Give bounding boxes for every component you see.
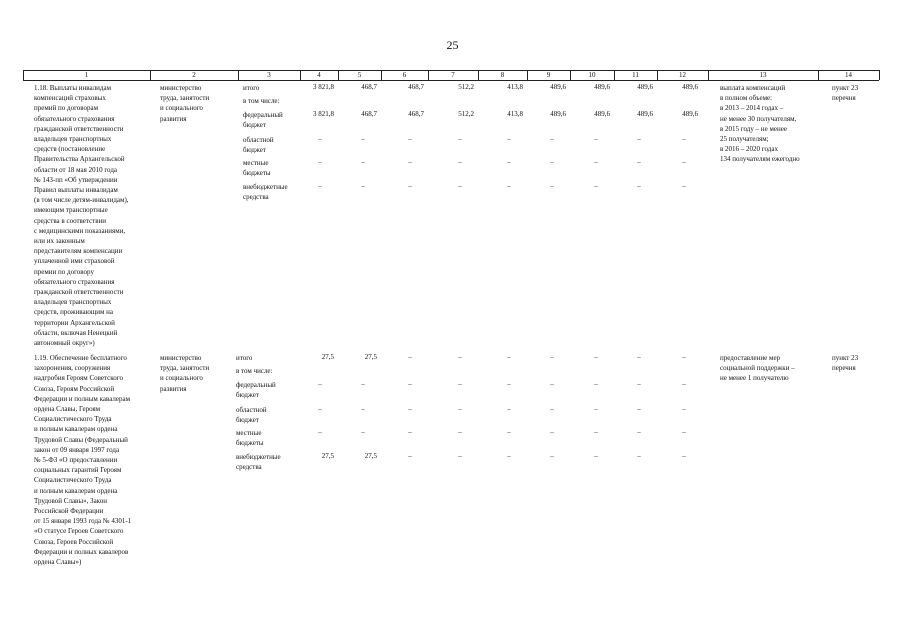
value-cell: 3 821,8 <box>313 110 334 118</box>
value-cell: – <box>637 182 641 190</box>
value-cell: – <box>637 405 641 413</box>
source-label: местные бюджеты <box>243 159 271 178</box>
row-1-description: 1.18. Выплаты инвалидам компенсаций страховых премий по договорам обязательного страхования гражданской ответственности владельцев транспортных средств (постановление Правительства Архангельской области от 18 мая 2010 года № 143-пп «Об утверждении Правил выплаты инвалидам (в том числе детям-инвалидам), имеющим транспортные средства в соответствии с медицинскими показаниями, или их законным представителям компенсации уплаченной ими страховой премии по договору обязательного страхования гражданской ответственности владельцев транспортных средств, проживающим на территории Архангельской области, включая Ненецкий автономный округ») <box>34 84 129 348</box>
value-cell: – <box>408 182 412 190</box>
value-cell: 489,6 <box>550 83 566 91</box>
value-cell: – <box>507 405 511 413</box>
value-cell: – <box>507 182 511 190</box>
column-header-4: 4 <box>317 71 321 79</box>
source-label: итого <box>236 354 253 362</box>
value-cell: – <box>637 158 641 166</box>
value-cell: 512,2 <box>458 110 474 118</box>
value-cell: – <box>458 182 462 190</box>
value-cell: – <box>318 135 322 143</box>
value-cell: – <box>458 405 462 413</box>
column-header-10: 10 <box>588 71 596 79</box>
row-1-result: выплата компенсаций в полном объеме: в 2013 – 2014 годах – не менее 30 получателям, в 2015 году – не менее 25 получателям; в 2016 – 2020 годах 134 получателям ежегодно <box>720 84 800 164</box>
value-cell: 468,7 <box>408 83 424 91</box>
column-header-8: 8 <box>500 71 505 79</box>
source-label: в том числе: <box>243 97 280 105</box>
column-header-2: 2 <box>192 71 196 79</box>
value-cell: 489,6 <box>682 83 698 91</box>
value-cell: – <box>458 353 462 361</box>
value-cell: 3 821,8 <box>313 83 334 91</box>
value-cell: 413,8 <box>507 83 523 91</box>
value-cell: 489,6 <box>682 110 698 118</box>
value-cell: 489,6 <box>637 110 653 118</box>
header-bottom-rule <box>23 80 879 81</box>
value-cell: – <box>682 380 686 388</box>
value-cell: – <box>361 380 365 388</box>
column-header-7: 7 <box>451 71 455 79</box>
column-header-6: 6 <box>402 71 407 79</box>
value-cell: – <box>550 405 554 413</box>
value-cell: – <box>507 428 511 436</box>
value-cell: – <box>550 353 554 361</box>
value-cell: – <box>408 405 412 413</box>
value-cell: – <box>408 452 412 460</box>
value-cell: – <box>594 405 598 413</box>
value-cell: – <box>550 135 554 143</box>
value-cell: – <box>594 452 598 460</box>
value-cell: – <box>550 428 554 436</box>
page-number: 25 <box>446 38 459 52</box>
value-cell: – <box>637 428 641 436</box>
source-label: местные бюджеты <box>236 429 264 448</box>
row-2-description: 1.19. Обеспечение бесплатного захоронения, сооружения надгробия Героям Советского Союза, Героям Российской Федерации и полным кавалерам ордена Славы, Героям Социалистического Труда и полным кавалерам ордена Трудовой Славы (Федеральный закон от 09 января 1997 года № 5-ФЗ «О предоставлении социальных гарантий Героям Социалистического Труда и полным кавалерам ордена Трудовой Славы», Закон Российской Федерации от 15 января 1993 года № 4301-1 «О статусе Героев Советского Союза, Героев Российской Федерации и полных кавалеров ордена Славы») <box>34 354 132 567</box>
row-2-responsible: министерство труда, занятости и социального развития <box>160 354 210 393</box>
value-cell: – <box>318 405 322 413</box>
value-cell: – <box>682 452 686 460</box>
value-cell: – <box>507 158 511 166</box>
row-2-result: предоставление мер социальной поддержки – не менее 1 получателю <box>720 354 795 383</box>
value-cell: 489,6 <box>594 110 610 118</box>
value-cell: – <box>682 135 686 143</box>
value-cell: – <box>682 158 686 166</box>
value-cell: – <box>408 158 412 166</box>
value-cell: – <box>594 182 598 190</box>
value-cell: – <box>682 405 686 413</box>
row-1-reference: пункт 23 перечня <box>832 84 859 103</box>
value-cell: – <box>361 182 365 190</box>
value-cell: 27,5 <box>321 452 334 460</box>
value-cell: – <box>458 380 462 388</box>
value-cell: – <box>594 353 598 361</box>
value-cell: – <box>594 380 598 388</box>
source-label: федеральный бюджет <box>243 111 283 130</box>
value-cell: – <box>637 353 641 361</box>
column-header-5: 5 <box>357 71 362 79</box>
column-header-9: 9 <box>546 71 551 79</box>
value-cell: – <box>408 428 412 436</box>
value-cell: – <box>458 158 462 166</box>
value-cell: 27,5 <box>364 452 377 460</box>
value-cell: 468,7 <box>408 110 424 118</box>
value-cell: – <box>507 380 511 388</box>
value-cell: – <box>361 158 365 166</box>
value-cell: – <box>361 428 365 436</box>
value-cell: – <box>408 380 412 388</box>
value-cell: – <box>550 380 554 388</box>
value-cell: 489,6 <box>550 110 566 118</box>
value-cell: 468,7 <box>361 110 377 118</box>
source-label: внебюджетные средства <box>243 183 288 202</box>
value-cell: – <box>637 452 641 460</box>
value-cell: – <box>458 428 462 436</box>
value-cell: – <box>408 353 412 361</box>
row-2-reference: пункт 23 перечня <box>832 354 859 373</box>
header-col-divider <box>879 70 880 80</box>
value-cell: – <box>682 428 686 436</box>
column-header-14: 14 <box>845 71 852 79</box>
value-cell: – <box>318 380 322 388</box>
source-label: областной бюджет <box>236 406 267 425</box>
value-cell: 512,2 <box>458 83 474 91</box>
source-label: в том числе: <box>236 367 273 375</box>
value-cell: – <box>318 182 322 190</box>
value-cell: – <box>637 135 641 143</box>
value-cell: 489,6 <box>637 83 653 91</box>
value-cell: – <box>507 135 511 143</box>
value-cell: – <box>408 135 412 143</box>
value-cell: – <box>682 353 686 361</box>
column-header-13: 13 <box>759 71 767 79</box>
value-cell: – <box>637 380 641 388</box>
column-header-1: 1 <box>84 71 89 79</box>
row-1-responsible: министерство труда, занятости и социального развития <box>160 84 210 123</box>
value-cell: – <box>594 135 598 143</box>
value-cell: 413,8 <box>507 110 523 118</box>
value-cell: – <box>594 158 598 166</box>
value-cell: 468,7 <box>361 83 377 91</box>
value-cell: – <box>458 452 462 460</box>
source-label: областной бюджет <box>243 136 274 155</box>
column-header-11: 11 <box>632 71 639 79</box>
source-label: итого <box>243 84 260 92</box>
value-cell: – <box>361 135 365 143</box>
value-cell: – <box>318 158 322 166</box>
value-cell: – <box>507 452 511 460</box>
value-cell: 489,6 <box>594 83 610 91</box>
column-header-3: 3 <box>267 71 271 79</box>
source-label: внебюджетные средства <box>236 453 281 472</box>
value-cell: – <box>550 158 554 166</box>
value-cell: – <box>458 135 462 143</box>
value-cell: – <box>550 452 554 460</box>
value-cell: 27,5 <box>364 353 377 361</box>
value-cell: – <box>361 405 365 413</box>
value-cell: – <box>594 428 598 436</box>
column-header-12: 12 <box>679 71 686 79</box>
value-cell: – <box>318 428 322 436</box>
value-cell: – <box>507 353 511 361</box>
value-cell: – <box>682 182 686 190</box>
value-cell: – <box>550 182 554 190</box>
value-cell: 27,5 <box>321 353 334 361</box>
source-label: федеральный бюджет <box>236 381 276 400</box>
